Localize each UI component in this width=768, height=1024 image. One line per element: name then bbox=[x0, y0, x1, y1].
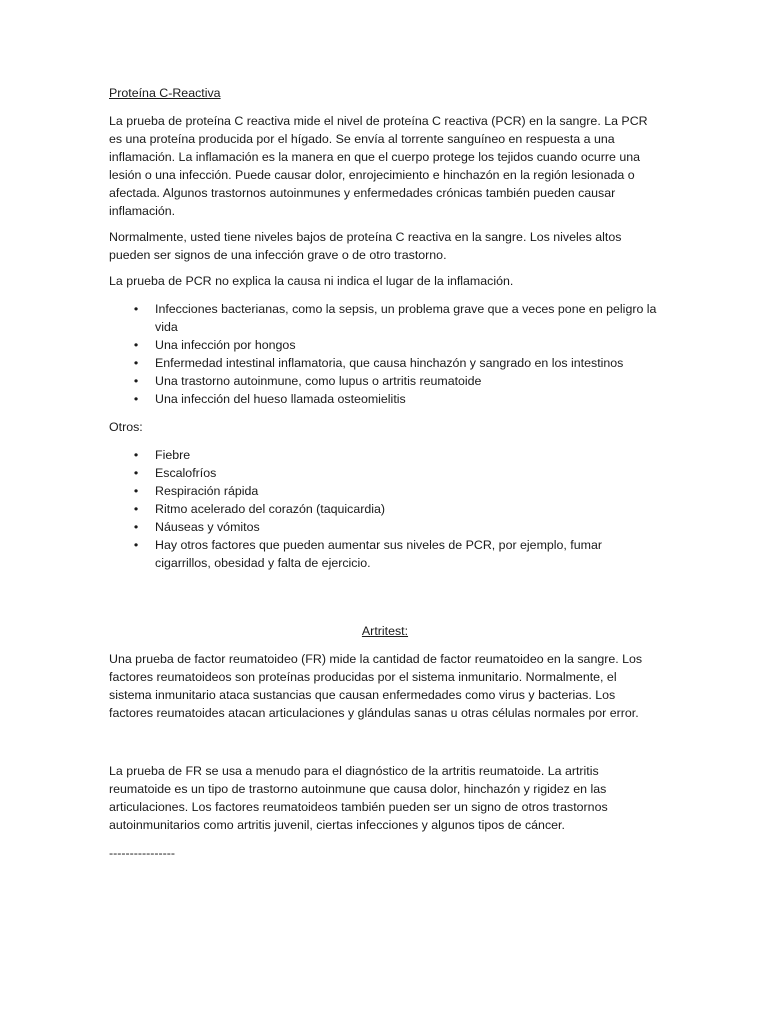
list-item: • Fiebre bbox=[109, 446, 661, 464]
bullet-icon: • bbox=[133, 520, 139, 534]
bullet-icon: • bbox=[133, 502, 139, 516]
list-item: • Una infección del hueso llamada osteomielitis bbox=[109, 390, 661, 408]
others-label: Otros: bbox=[109, 420, 143, 434]
bullet-icon: • bbox=[133, 356, 139, 370]
list-item: • Respiración rápida bbox=[109, 482, 661, 500]
bullet-icon: • bbox=[133, 302, 139, 316]
bullet-icon: • bbox=[133, 338, 139, 352]
bullet-icon: • bbox=[133, 484, 139, 498]
conditions-list bbox=[109, 300, 661, 408]
document-body bbox=[109, 84, 661, 862]
bullet-icon: • bbox=[133, 466, 139, 480]
paragraph-pcr-levels: Normalmente, usted tiene niveles bajos de proteína C reactiva en la sangre. Los niveles altos pueden ser signos de una infección grave o de otro trastorno. bbox=[109, 230, 622, 262]
symptoms-list bbox=[109, 446, 661, 572]
list-item: • Una trastorno autoinmune, como lupus o artritis reumatoide bbox=[109, 372, 661, 390]
list-item: • Hay otros factores que pueden aumentar sus niveles de PCR, por ejemplo, fumar cigarrillos, obesidad y falta de ejercicio. bbox=[109, 536, 661, 572]
section-title-artritest: Artritest: bbox=[361, 624, 409, 638]
paragraph-pcr-intro: La prueba de proteína C reactiva mide el nivel de proteína C reactiva (PCR) en la sangre. La PCR es una proteína producida por el hígado. Se envía al torrente sanguíneo en respuesta a una inflamación. La inflamación es la manera en que el cuerpo protege los tejidos cuando ocurre una lesión o una infección. Puede causar dolor, enrojecimiento e hinchazón en la región lesionada o afectada. Algunos trastornos autoinmunes y enfermedades crónicas también pueden causar inflamación. bbox=[109, 114, 648, 218]
list-item: • Una infección por hongos bbox=[109, 336, 661, 354]
list-item: • Ritmo acelerado del corazón (taquicardia) bbox=[109, 500, 661, 518]
paragraph-fr-diagnosis: La prueba de FR se usa a menudo para el diagnóstico de la artritis reumatoide. La artritis reumatoide es un tipo de trastorno autoinmune que causa dolor, hinchazón y rigidez en las articulaciones. Los factores reumatoideos también pueden ser un signo de otros trastornos autoinmunitarios como artritis juvenil, ciertas infecciones y algunos tipos de cáncer. bbox=[109, 764, 608, 832]
bullet-icon: • bbox=[133, 392, 139, 406]
list-item: • Escalofríos bbox=[109, 464, 661, 482]
list-item: • Náuseas y vómitos bbox=[109, 518, 661, 536]
bullet-icon: • bbox=[133, 538, 139, 552]
paragraph-fr-intro: Una prueba de factor reumatoideo (FR) mide la cantidad de factor reumatoideo en la sangre. Los factores reumatoideos son proteínas producidas por el sistema inmunitario. Normalmente, el sistema inmunitario ataca sustancias que causan enfermedades como virus y bacterias. Los factores reumatoides atacan articulaciones y glándulas sanas u otras células normales por error. bbox=[109, 652, 643, 720]
bullet-icon: • bbox=[133, 374, 139, 388]
paragraph-pcr-cause: La prueba de PCR no explica la causa ni indica el lugar de la inflamación. bbox=[109, 274, 514, 288]
section-title-pcr: Proteína C-Reactiva bbox=[109, 86, 221, 100]
list-item: • Infecciones bacterianas, como la sepsis, un problema grave que a veces pone en peligro la vida bbox=[109, 300, 661, 336]
bullet-icon: • bbox=[133, 448, 139, 462]
list-item: • Enfermedad intestinal inflamatoria, que causa hinchazón y sangrado en los intestinos bbox=[109, 354, 661, 372]
dashed-rule: ---------------- bbox=[109, 846, 176, 860]
